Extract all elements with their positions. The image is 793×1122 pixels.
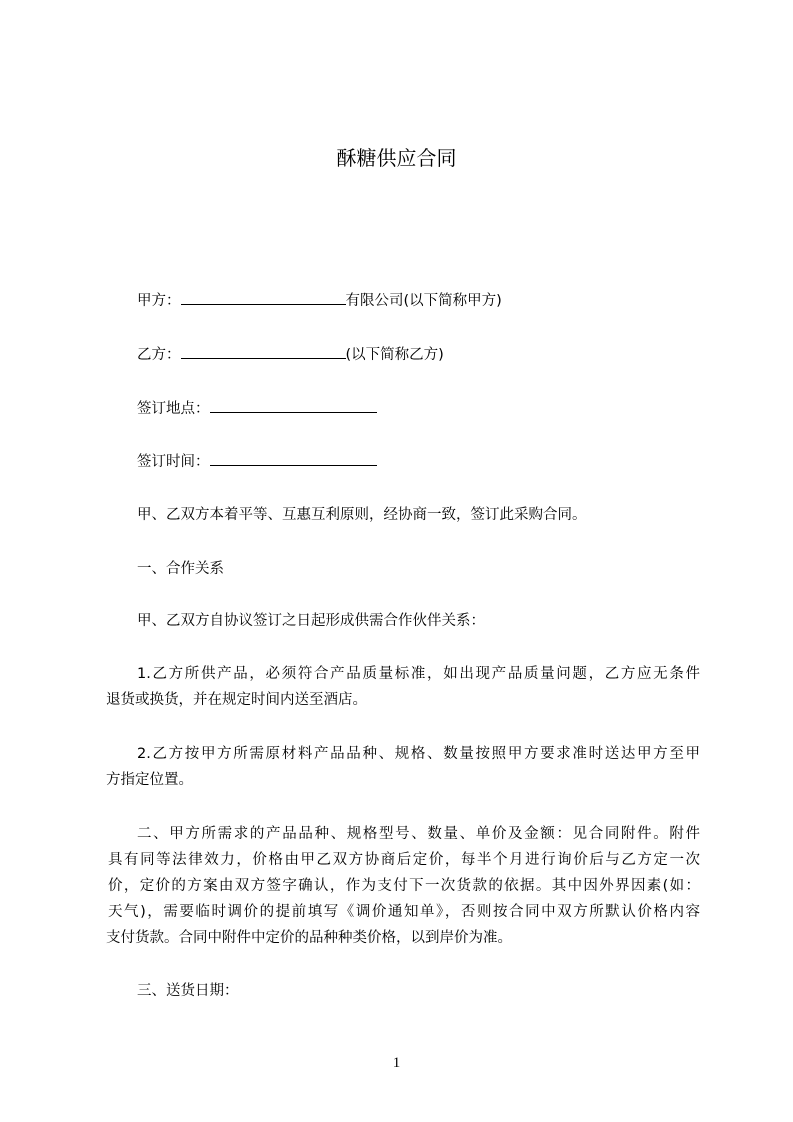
sign-time-line <box>137 451 377 472</box>
section1-text: 甲、乙双方自协议签订之日起形成供需合作伙伴关系： <box>137 613 485 629</box>
party-b-suffix: (以下简称乙方) <box>345 347 444 363</box>
sign-place-blank[interactable] <box>210 398 377 413</box>
sign-time-label: 签订时间： <box>137 454 210 470</box>
section2-line2: 具有同等法律效力，价格由甲乙双方协商后定价，每半个月进行询价后与乙方定一次 <box>108 852 700 868</box>
item2-line2: 方指定位置。 <box>106 772 193 788</box>
section2-line1: 二、甲方所需求的产品品种、规格型号、数量、单价及金额：见合同附件。附件 <box>137 826 700 842</box>
party-a-label: 甲方： <box>137 293 181 309</box>
intro-text: 甲、乙双方本着平等、互惠互利原则，经协商一致，签订此采购合同。 <box>137 507 587 523</box>
section2-line5: 支付货款。合同中附件中定价的品种种类价格，以到岸价为准。 <box>106 930 512 946</box>
document-title: 酥糖供应合同 <box>336 146 457 170</box>
item2-line1: 2.乙方按甲方所需原材料产品品种、规格、数量按照甲方要求准时送达甲方至甲 <box>137 746 700 762</box>
sign-time-blank[interactable] <box>210 451 377 466</box>
item1-line2: 退货或换货，并在规定时间内送至酒店。 <box>106 692 367 708</box>
party-a-blank[interactable] <box>181 290 346 305</box>
section2-line3: 价，定价的方案由双方签字确认，作为支付下一次货款的依据。其中因外界因素(如： <box>108 878 700 894</box>
party-b-line <box>137 344 444 365</box>
section2-line4: 天气)，需要临时调价的提前填写《调价通知单》，否则按合同中双方所默认价格内容 <box>108 904 700 920</box>
party-a-suffix: 有限公司(以下简称甲方) <box>345 293 502 309</box>
sign-place-line <box>137 398 377 419</box>
item1-line1: 1.乙方所供产品，必须符合产品质量标准，如出现产品质量问题，乙方应无条件 <box>137 666 700 682</box>
sign-place-label: 签订地点： <box>137 401 210 417</box>
page-number: 1 <box>392 1055 401 1071</box>
party-b-label: 乙方： <box>137 347 181 363</box>
section3-heading: 三、送货日期： <box>137 983 239 999</box>
section1-heading: 一、合作关系 <box>137 561 224 577</box>
party-a-line <box>137 290 502 311</box>
party-b-blank[interactable] <box>181 344 346 359</box>
